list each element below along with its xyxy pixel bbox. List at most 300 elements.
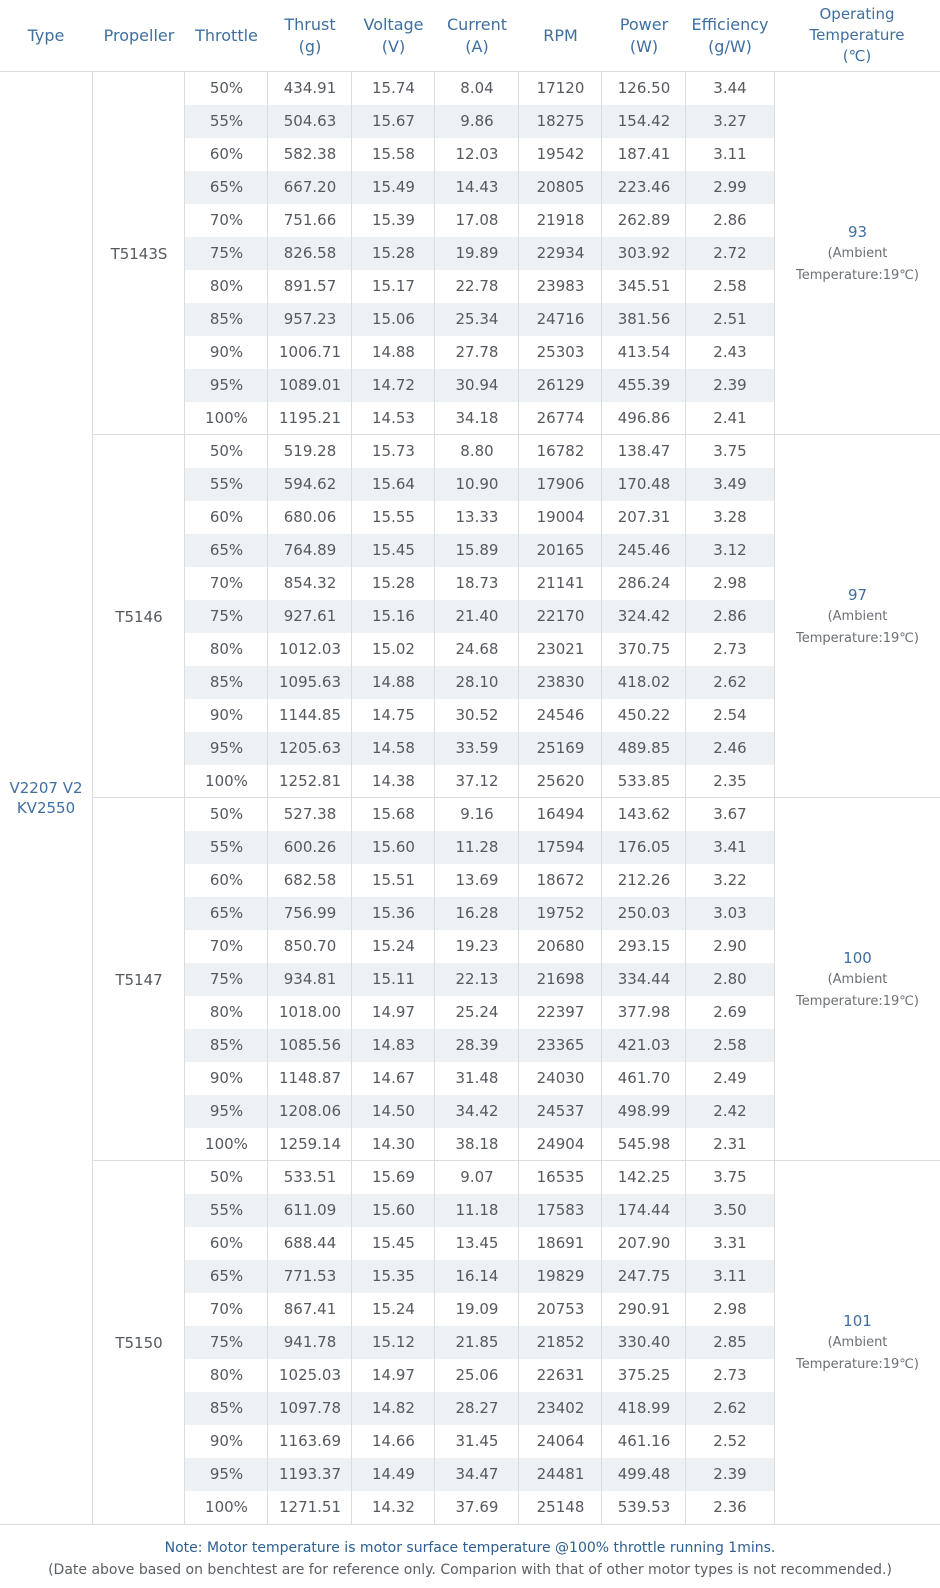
- thrust-cell: 1085.56: [278, 1036, 342, 1054]
- throttle-cell: 50%: [209, 79, 244, 97]
- thrust-cell: 1163.69: [278, 1432, 342, 1450]
- power-cell: 539.53: [617, 1498, 671, 1516]
- efficiency-cell: 2.62: [713, 673, 747, 691]
- temperature-cell: [775, 435, 940, 798]
- voltage-cell: 14.30: [372, 1135, 415, 1153]
- throttle-cell: 70%: [209, 211, 244, 229]
- group-divider: [92, 797, 940, 798]
- efficiency-cell: 2.51: [713, 310, 747, 328]
- power-cell: 381.56: [617, 310, 671, 328]
- efficiency-cell: 2.35: [713, 772, 747, 790]
- current-cell: 37.12: [455, 772, 499, 790]
- rpm-cell: 17594: [536, 838, 585, 856]
- voltage-cell: 14.32: [372, 1498, 415, 1516]
- power-cell: 245.46: [617, 541, 671, 559]
- rpm-cell: 23830: [536, 673, 585, 691]
- rpm-cell: 16535: [536, 1168, 585, 1186]
- rpm-cell: 19004: [536, 508, 585, 526]
- rpm-cell: 16494: [536, 805, 585, 823]
- rpm-cell: 18672: [536, 871, 585, 889]
- efficiency-cell: 2.86: [713, 607, 747, 625]
- power-cell: 207.31: [617, 508, 671, 526]
- throttle-cell: 70%: [209, 574, 244, 592]
- current-cell: 31.45: [455, 1432, 499, 1450]
- propeller-cell: T5150: [115, 1333, 163, 1352]
- thrust-cell: 1252.81: [278, 772, 342, 790]
- power-cell: 418.99: [617, 1399, 671, 1417]
- footer-note: Note: Motor temperature is motor surface temperature @100% throttle running 1mins.: [164, 1540, 776, 1556]
- rpm-cell: 24481: [536, 1465, 585, 1483]
- rpm-cell: 21852: [536, 1333, 585, 1351]
- thrust-cell: 688.44: [283, 1234, 337, 1252]
- current-cell: 12.03: [455, 145, 499, 163]
- thrust-cell: 1271.51: [278, 1498, 342, 1516]
- throttle-cell: 90%: [209, 1432, 244, 1450]
- thrust-cell: 611.09: [283, 1201, 337, 1219]
- efficiency-cell: 2.31: [713, 1135, 747, 1153]
- header-efficiency: Efficiency (g/W): [691, 14, 769, 56]
- column-divider: [267, 72, 268, 1524]
- footer-disclaimer: (Date above based on benchtest are for reference only. Comparion with that of other motor types is not recommended.): [48, 1562, 892, 1578]
- voltage-cell: 15.58: [372, 145, 415, 163]
- current-cell: 11.28: [455, 838, 499, 856]
- efficiency-cell: 2.69: [713, 1003, 747, 1021]
- voltage-cell: 14.83: [372, 1036, 415, 1054]
- power-cell: 345.51: [617, 277, 671, 295]
- rpm-cell: 24904: [536, 1135, 585, 1153]
- rpm-cell: 25169: [536, 739, 585, 757]
- power-cell: 286.24: [617, 574, 671, 592]
- rpm-cell: 19542: [536, 145, 585, 163]
- efficiency-cell: 2.41: [713, 409, 747, 427]
- rpm-cell: 18691: [536, 1234, 585, 1252]
- ambient-temperature-note: (Ambient Temperature:19℃): [796, 971, 919, 1009]
- throttle-cell: 70%: [209, 1300, 244, 1318]
- header-temperature: Operating Temperature (℃): [809, 5, 905, 65]
- header-type: Type: [27, 25, 65, 45]
- thrust-cell: 1193.37: [278, 1465, 342, 1483]
- efficiency-cell: 2.98: [713, 1300, 747, 1318]
- power-cell: 126.50: [617, 79, 671, 97]
- throttle-cell: 75%: [209, 1333, 244, 1351]
- throttle-cell: 90%: [209, 706, 244, 724]
- current-cell: 19.23: [455, 937, 499, 955]
- throttle-cell: 60%: [209, 508, 244, 526]
- thrust-cell: 504.63: [283, 112, 337, 130]
- rpm-cell: 22631: [536, 1366, 585, 1384]
- power-cell: 421.03: [617, 1036, 671, 1054]
- efficiency-cell: 3.31: [713, 1234, 747, 1252]
- current-cell: 28.39: [455, 1036, 499, 1054]
- thrust-cell: 764.89: [283, 541, 337, 559]
- efficiency-cell: 2.58: [713, 277, 747, 295]
- efficiency-cell: 3.12: [713, 541, 747, 559]
- current-cell: 21.85: [455, 1333, 499, 1351]
- header-thrust: Thrust (g): [284, 14, 336, 56]
- efficiency-cell: 2.39: [713, 376, 747, 394]
- rpm-cell: 24064: [536, 1432, 585, 1450]
- power-cell: 170.48: [617, 475, 671, 493]
- throttle-cell: 75%: [209, 244, 244, 262]
- power-cell: 293.15: [617, 937, 671, 955]
- ambient-temperature-note: (Ambient Temperature:19℃): [796, 608, 919, 646]
- power-cell: 138.47: [617, 442, 671, 460]
- voltage-cell: 15.73: [372, 442, 415, 460]
- column-divider: [184, 72, 185, 1524]
- throttle-cell: 85%: [209, 673, 244, 691]
- power-cell: 496.86: [617, 409, 671, 427]
- footer-notes: [0, 1524, 940, 1588]
- current-cell: 13.69: [455, 871, 499, 889]
- current-cell: 13.33: [455, 508, 499, 526]
- thrust-cell: 1089.01: [278, 376, 342, 394]
- column-divider: [685, 72, 686, 1524]
- rpm-cell: 16782: [536, 442, 585, 460]
- rpm-cell: 24716: [536, 310, 585, 328]
- thrust-cell: 582.38: [283, 145, 337, 163]
- thrust-cell: 867.41: [283, 1300, 337, 1318]
- throttle-cell: 70%: [209, 937, 244, 955]
- thrust-cell: 1144.85: [278, 706, 342, 724]
- current-cell: 10.90: [455, 475, 499, 493]
- throttle-cell: 50%: [209, 805, 244, 823]
- voltage-cell: 15.67: [372, 112, 415, 130]
- power-cell: 330.40: [617, 1333, 671, 1351]
- group-divider: [92, 1160, 940, 1161]
- rpm-cell: 26129: [536, 376, 585, 394]
- throttle-cell: 55%: [209, 838, 244, 856]
- voltage-cell: 15.28: [372, 574, 415, 592]
- power-cell: 143.62: [617, 805, 671, 823]
- efficiency-cell: 2.73: [713, 640, 747, 658]
- rpm-cell: 21918: [536, 211, 585, 229]
- ambient-temperature-note: (Ambient Temperature:19℃): [796, 245, 919, 283]
- efficiency-cell: 3.27: [713, 112, 747, 130]
- voltage-cell: 14.82: [372, 1399, 415, 1417]
- voltage-cell: 14.97: [372, 1003, 415, 1021]
- rpm-cell: 22934: [536, 244, 585, 262]
- throttle-cell: 75%: [209, 970, 244, 988]
- voltage-cell: 15.24: [372, 937, 415, 955]
- throttle-cell: 50%: [209, 442, 244, 460]
- current-cell: 18.73: [455, 574, 499, 592]
- power-cell: 455.39: [617, 376, 671, 394]
- voltage-cell: 15.60: [372, 838, 415, 856]
- voltage-cell: 14.58: [372, 739, 415, 757]
- power-cell: 154.42: [617, 112, 671, 130]
- temperature-value: 100: [843, 948, 872, 967]
- rpm-cell: 26774: [536, 409, 585, 427]
- rpm-cell: 17583: [536, 1201, 585, 1219]
- current-cell: 19.09: [455, 1300, 499, 1318]
- voltage-cell: 15.51: [372, 871, 415, 889]
- current-cell: 9.16: [460, 805, 494, 823]
- efficiency-cell: 2.49: [713, 1069, 747, 1087]
- efficiency-cell: 3.75: [713, 1168, 747, 1186]
- rpm-cell: 24030: [536, 1069, 585, 1087]
- current-cell: 19.89: [455, 244, 499, 262]
- thrust-cell: 1148.87: [278, 1069, 342, 1087]
- thrust-cell: 527.38: [283, 805, 337, 823]
- thrust-cell: 1025.03: [278, 1366, 342, 1384]
- throttle-cell: 95%: [209, 1102, 244, 1120]
- voltage-cell: 14.88: [372, 343, 415, 361]
- power-cell: 247.75: [617, 1267, 671, 1285]
- throttle-cell: 60%: [209, 871, 244, 889]
- throttle-cell: 75%: [209, 607, 244, 625]
- power-cell: 212.26: [617, 871, 671, 889]
- thrust-cell: 667.20: [283, 178, 337, 196]
- throttle-cell: 80%: [209, 1366, 244, 1384]
- power-cell: 262.89: [617, 211, 671, 229]
- throttle-cell: 100%: [205, 1498, 248, 1516]
- efficiency-cell: 2.36: [713, 1498, 747, 1516]
- rpm-cell: 17906: [536, 475, 585, 493]
- efficiency-cell: 3.28: [713, 508, 747, 526]
- ambient-temperature-note: (Ambient Temperature:19℃): [796, 1334, 919, 1372]
- efficiency-cell: 2.85: [713, 1333, 747, 1351]
- voltage-cell: 15.12: [372, 1333, 415, 1351]
- voltage-cell: 15.06: [372, 310, 415, 328]
- temperature-value: 93: [847, 222, 868, 241]
- current-cell: 14.43: [455, 178, 499, 196]
- thrust-cell: 927.61: [283, 607, 337, 625]
- voltage-cell: 15.17: [372, 277, 415, 295]
- current-cell: 34.42: [455, 1102, 499, 1120]
- current-cell: 38.18: [455, 1135, 499, 1153]
- thrust-cell: 891.57: [283, 277, 337, 295]
- throttle-cell: 60%: [209, 145, 244, 163]
- voltage-cell: 14.75: [372, 706, 415, 724]
- current-cell: 33.59: [455, 739, 499, 757]
- current-cell: 25.06: [455, 1366, 499, 1384]
- current-cell: 25.24: [455, 1003, 499, 1021]
- rpm-cell: 22170: [536, 607, 585, 625]
- thrust-cell: 594.62: [283, 475, 337, 493]
- thrust-cell: 1259.14: [278, 1135, 342, 1153]
- voltage-cell: 15.24: [372, 1300, 415, 1318]
- efficiency-cell: 3.44: [713, 79, 747, 97]
- efficiency-cell: 2.46: [713, 739, 747, 757]
- current-cell: 9.86: [460, 112, 494, 130]
- power-cell: 174.44: [617, 1201, 671, 1219]
- efficiency-cell: 2.86: [713, 211, 747, 229]
- efficiency-cell: 3.03: [713, 904, 747, 922]
- current-cell: 24.68: [455, 640, 499, 658]
- power-cell: 324.42: [617, 607, 671, 625]
- power-cell: 303.92: [617, 244, 671, 262]
- voltage-cell: 14.38: [372, 772, 415, 790]
- throttle-cell: 55%: [209, 475, 244, 493]
- efficiency-cell: 3.22: [713, 871, 747, 889]
- power-cell: 377.98: [617, 1003, 671, 1021]
- throttle-cell: 55%: [209, 112, 244, 130]
- efficiency-cell: 2.42: [713, 1102, 747, 1120]
- current-cell: 30.52: [455, 706, 499, 724]
- power-cell: 223.46: [617, 178, 671, 196]
- current-cell: 9.07: [460, 1168, 494, 1186]
- voltage-cell: 15.69: [372, 1168, 415, 1186]
- thrust-cell: 1095.63: [278, 673, 342, 691]
- temperature-cell: [775, 1161, 940, 1524]
- thrust-cell: 1205.63: [278, 739, 342, 757]
- voltage-cell: 15.36: [372, 904, 415, 922]
- thrust-cell: 1006.71: [278, 343, 342, 361]
- propeller-cell: T5147: [115, 970, 163, 989]
- throttle-cell: 90%: [209, 1069, 244, 1087]
- column-divider: [518, 72, 519, 1524]
- current-cell: 16.28: [455, 904, 499, 922]
- thrust-cell: 434.91: [283, 79, 337, 97]
- power-cell: 187.41: [617, 145, 671, 163]
- current-cell: 31.48: [455, 1069, 499, 1087]
- current-cell: 11.18: [455, 1201, 499, 1219]
- efficiency-cell: 3.75: [713, 442, 747, 460]
- throttle-cell: 65%: [209, 178, 244, 196]
- header-current: Current (A): [446, 14, 508, 56]
- thrust-cell: 957.23: [283, 310, 337, 328]
- voltage-cell: 14.50: [372, 1102, 415, 1120]
- throttle-cell: 95%: [209, 739, 244, 757]
- header-voltage: Voltage (V): [363, 14, 424, 56]
- header-throttle: Throttle: [195, 25, 258, 45]
- current-cell: 37.69: [455, 1498, 499, 1516]
- power-cell: 418.02: [617, 673, 671, 691]
- rpm-cell: 18275: [536, 112, 585, 130]
- current-cell: 28.10: [455, 673, 499, 691]
- rpm-cell: 23983: [536, 277, 585, 295]
- voltage-cell: 14.72: [372, 376, 415, 394]
- efficiency-cell: 2.62: [713, 1399, 747, 1417]
- voltage-cell: 14.66: [372, 1432, 415, 1450]
- temperature-value: 97: [847, 585, 868, 604]
- rpm-cell: 24537: [536, 1102, 585, 1120]
- voltage-cell: 14.53: [372, 409, 415, 427]
- rpm-cell: 20165: [536, 541, 585, 559]
- rpm-cell: 22397: [536, 1003, 585, 1021]
- throttle-cell: 65%: [209, 1267, 244, 1285]
- thrust-cell: 533.51: [283, 1168, 337, 1186]
- thrust-cell: 1208.06: [278, 1102, 342, 1120]
- propeller-cell: T5146: [115, 607, 163, 626]
- power-cell: 142.25: [617, 1168, 671, 1186]
- throttle-cell: 65%: [209, 541, 244, 559]
- temperature-value: 101: [843, 1311, 872, 1330]
- current-cell: 34.47: [455, 1465, 499, 1483]
- thrust-cell: 680.06: [283, 508, 337, 526]
- rpm-cell: 23021: [536, 640, 585, 658]
- throttle-cell: 65%: [209, 904, 244, 922]
- efficiency-cell: 2.73: [713, 1366, 747, 1384]
- rpm-cell: 21698: [536, 970, 585, 988]
- throttle-cell: 95%: [209, 376, 244, 394]
- efficiency-cell: 2.54: [713, 706, 747, 724]
- power-cell: 461.70: [617, 1069, 671, 1087]
- voltage-cell: 15.28: [372, 244, 415, 262]
- thrust-cell: 1097.78: [278, 1399, 342, 1417]
- voltage-cell: 15.45: [372, 1234, 415, 1252]
- thrust-cell: 519.28: [283, 442, 337, 460]
- voltage-cell: 15.35: [372, 1267, 415, 1285]
- power-cell: 334.44: [617, 970, 671, 988]
- throttle-cell: 60%: [209, 1234, 244, 1252]
- throttle-cell: 90%: [209, 343, 244, 361]
- power-cell: 461.16: [617, 1432, 671, 1450]
- thrust-cell: 1195.21: [278, 409, 342, 427]
- efficiency-cell: 3.67: [713, 805, 747, 823]
- current-cell: 15.89: [455, 541, 499, 559]
- rpm-cell: 24546: [536, 706, 585, 724]
- throttle-cell: 85%: [209, 310, 244, 328]
- voltage-cell: 15.02: [372, 640, 415, 658]
- rpm-cell: 20680: [536, 937, 585, 955]
- column-divider: [774, 72, 775, 1524]
- throttle-cell: 100%: [205, 409, 248, 427]
- voltage-cell: 15.49: [372, 178, 415, 196]
- current-cell: 27.78: [455, 343, 499, 361]
- thrust-cell: 1018.00: [278, 1003, 342, 1021]
- throttle-cell: 55%: [209, 1201, 244, 1219]
- header-rpm: RPM: [543, 25, 578, 45]
- efficiency-cell: 2.52: [713, 1432, 747, 1450]
- thrust-cell: 751.66: [283, 211, 337, 229]
- rpm-cell: 21141: [536, 574, 585, 592]
- throttle-cell: 85%: [209, 1036, 244, 1054]
- voltage-cell: 15.16: [372, 607, 415, 625]
- voltage-cell: 15.39: [372, 211, 415, 229]
- power-cell: 290.91: [617, 1300, 671, 1318]
- efficiency-cell: 3.50: [713, 1201, 747, 1219]
- throttle-cell: 50%: [209, 1168, 244, 1186]
- voltage-cell: 14.67: [372, 1069, 415, 1087]
- thrust-cell: 850.70: [283, 937, 337, 955]
- voltage-cell: 15.74: [372, 79, 415, 97]
- propeller-cell: T5143S: [110, 244, 168, 263]
- voltage-cell: 15.68: [372, 805, 415, 823]
- power-cell: 250.03: [617, 904, 671, 922]
- voltage-cell: 15.64: [372, 475, 415, 493]
- efficiency-cell: 3.49: [713, 475, 747, 493]
- header-power: Power (W): [619, 14, 669, 56]
- current-cell: 34.18: [455, 409, 499, 427]
- efficiency-cell: 2.58: [713, 1036, 747, 1054]
- temperature-cell: [775, 798, 940, 1161]
- thrust-cell: 1012.03: [278, 640, 342, 658]
- power-cell: 499.48: [617, 1465, 671, 1483]
- efficiency-cell: 2.90: [713, 937, 747, 955]
- voltage-cell: 14.97: [372, 1366, 415, 1384]
- voltage-cell: 15.60: [372, 1201, 415, 1219]
- rpm-cell: 23402: [536, 1399, 585, 1417]
- group-divider: [92, 434, 940, 435]
- thrust-cell: 756.99: [283, 904, 337, 922]
- column-divider: [92, 72, 93, 1524]
- rpm-cell: 20805: [536, 178, 585, 196]
- power-cell: 489.85: [617, 739, 671, 757]
- current-cell: 22.78: [455, 277, 499, 295]
- motor-type-cell: V2207 V2 KV2550: [9, 779, 83, 817]
- thrust-cell: 771.53: [283, 1267, 337, 1285]
- header-propeller: Propeller: [103, 25, 175, 45]
- current-cell: 22.13: [455, 970, 499, 988]
- current-cell: 8.04: [460, 79, 494, 97]
- column-divider: [601, 72, 602, 1524]
- thrust-cell: 941.78: [283, 1333, 337, 1351]
- efficiency-cell: 3.41: [713, 838, 747, 856]
- efficiency-cell: 3.11: [713, 145, 747, 163]
- power-cell: 375.25: [617, 1366, 671, 1384]
- power-cell: 176.05: [617, 838, 671, 856]
